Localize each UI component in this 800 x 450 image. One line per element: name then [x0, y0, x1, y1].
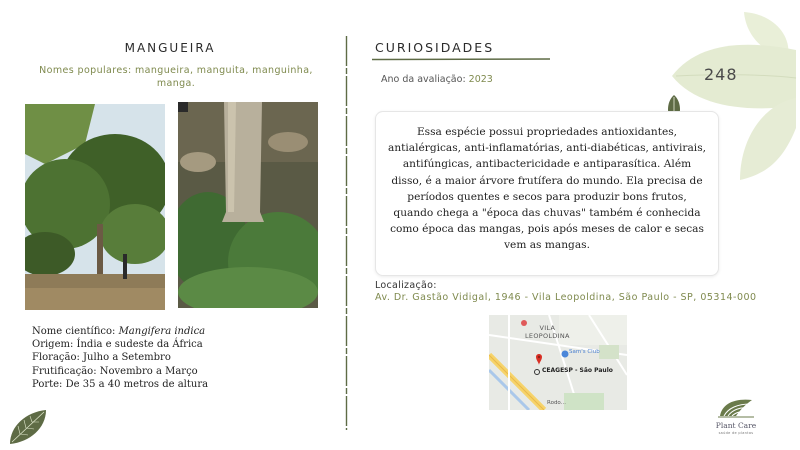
- brand-logo-icon: [716, 396, 756, 420]
- origin: Origem: Índia e sudeste da África: [32, 339, 203, 351]
- location-label: Localização:: [375, 280, 437, 291]
- evaluation-year: Ano da avaliação: 2023: [381, 74, 493, 85]
- flowering: Floração: Julho a Setembro: [32, 352, 171, 364]
- species-title: MANGUEIRA: [124, 41, 216, 55]
- map-store-label: Sam's Club: [569, 349, 600, 355]
- title-underline: [372, 58, 550, 61]
- scientific-name: Nome científico: Mangifera indica: [32, 326, 206, 337]
- brand-tagline: saúde de plantas: [718, 431, 754, 435]
- map-district-label: VILA LEOPOLDINA: [525, 324, 570, 340]
- location-map[interactable]: [489, 315, 627, 410]
- page-divider: [345, 36, 348, 430]
- page-number: 248: [704, 65, 738, 84]
- tree-photo: [25, 104, 165, 310]
- corner-leaf-icon: [8, 408, 48, 446]
- section-title: CURIOSIDADES: [375, 40, 495, 55]
- description-text: Essa espécie possui propriedades antioxidantes, antialérgicas, anti-inflamatórias, anti-diabéticas, antivirais, antifúngicas, antibactericidade e antiparasítica. Além disso, é a maior árvore frutífera do mundo. Ela precisa de períodos quentes e secos para produzir bons frutos, quando chega a "época das chuvas" também é conhecida como época das mangas, pois após meses de calor e secas vem as mangas.: [388, 126, 706, 252]
- leaf-bottom-icon: [740, 98, 796, 180]
- location-address: Av. Dr. Gastão Vidigal, 1946 - Vila Leopoldina, São Paulo - SP, 05314-000: [375, 292, 757, 303]
- fruiting: Frutificação: Novembro a Março: [32, 365, 198, 377]
- trunk-photo: [178, 102, 318, 308]
- map-street-label: Rodo...: [547, 400, 566, 406]
- brand-name: Plant Care: [715, 421, 757, 430]
- species-facts: [32, 325, 208, 391]
- popular-names: Nomes populares: mangueira, manguita, manguinha, manga.: [39, 65, 313, 89]
- size: Porte: De 35 a 40 metros de altura: [32, 378, 209, 390]
- map-pin-label: CEAGESP - São Paulo: [542, 367, 613, 374]
